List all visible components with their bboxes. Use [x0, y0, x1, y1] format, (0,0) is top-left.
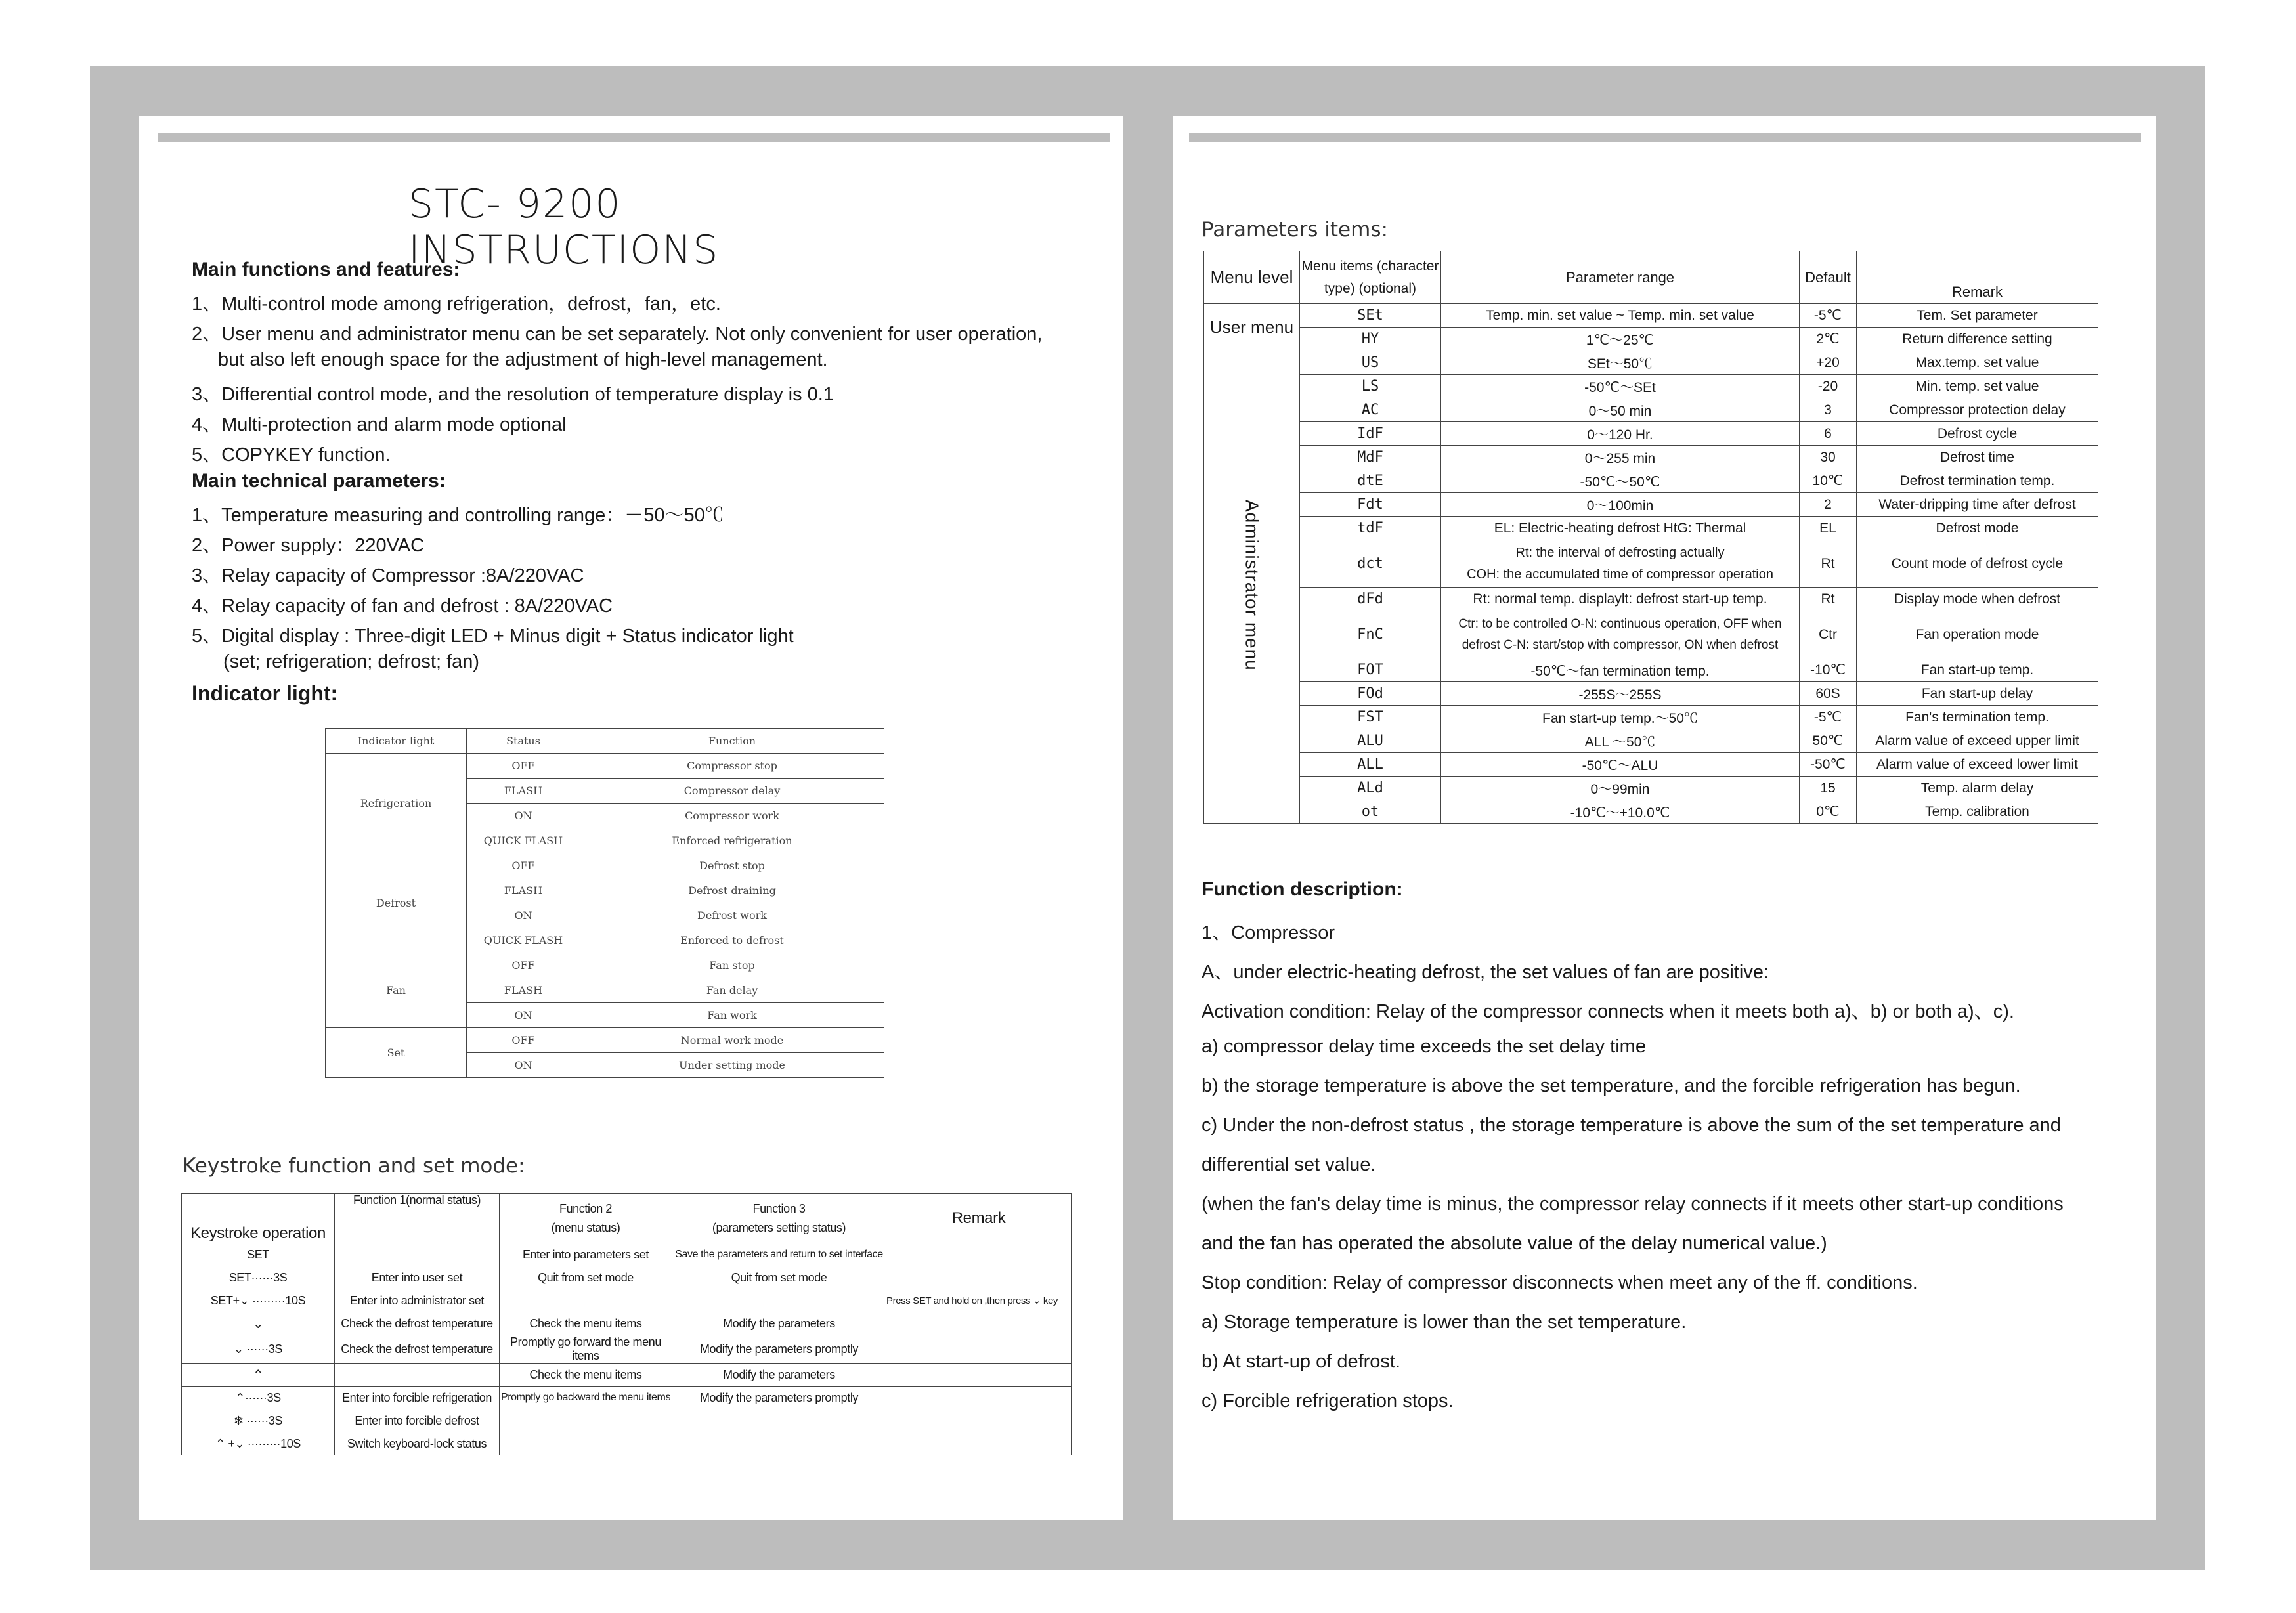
param-remark: Min. temp. set value — [1857, 375, 2098, 398]
column-header: Indicator light — [326, 729, 467, 754]
table-row — [1204, 588, 2098, 611]
param-code: US — [1300, 351, 1441, 375]
column-header: Parameter range — [1441, 251, 1800, 304]
func-line: a) compressor delay time exceeds the set delay time — [1202, 1036, 1646, 1057]
keystroke-op: SET — [182, 1243, 335, 1266]
param-default: -10℃ — [1800, 658, 1857, 682]
up-arrow-icon: ⌃ — [252, 1367, 264, 1383]
param-default: 60S — [1800, 682, 1857, 706]
table-row — [1204, 729, 2098, 753]
function-cell: Enforced to defrost — [580, 928, 884, 953]
param-remark: Defrost termination temp. — [1857, 469, 2098, 493]
indicator-group-fan: Fan — [326, 953, 467, 1028]
admin-menu-cell — [1204, 351, 1300, 824]
features-heading: Main functions and features: — [192, 259, 460, 280]
param-remark: Fan start-up temp. — [1857, 658, 2098, 682]
function3-cell — [672, 1432, 886, 1455]
function-cell: Under setting mode — [580, 1053, 884, 1078]
table-row — [182, 1409, 1072, 1432]
function2-cell: Enter into parameters set — [500, 1243, 672, 1266]
param-code: ALL — [1300, 753, 1441, 777]
param-range-line: defrost C-N: start/stop with compressor, ON when defrost — [1462, 637, 1779, 652]
function-cell: Fan work — [580, 1003, 884, 1028]
table-row — [1204, 777, 2098, 800]
table-row — [1204, 540, 2098, 588]
param-default: Rt — [1800, 588, 1857, 611]
func-line: b) At start-up of defrost. — [1202, 1351, 1401, 1372]
column-header-line: type) (optional) — [1324, 280, 1417, 296]
function1-cell: Check the defrost temperature — [335, 1335, 500, 1364]
table-row — [182, 1335, 1072, 1364]
indicator-heading: Indicator light: — [192, 681, 338, 705]
feature-item-4: 4、Multi-protection and alarm mode optional — [192, 414, 567, 435]
param-code: IdF — [1300, 422, 1441, 446]
status-cell: FLASH — [467, 779, 580, 804]
function2-cell: Check the menu items — [500, 1312, 672, 1335]
function1-cell: Enter into user set — [335, 1266, 500, 1289]
column-header-line: Function 3 — [752, 1201, 806, 1215]
table-row — [326, 754, 884, 779]
tech-item-4: 4、Relay capacity of fan and defrost : 8A/220VAC — [192, 595, 613, 616]
column-header: Keystroke operation — [182, 1194, 335, 1243]
table-row — [326, 853, 884, 878]
remark-cell — [886, 1387, 1072, 1409]
table-row — [1204, 422, 2098, 446]
param-range-line: COH: the accumulated time of compressor operation — [1467, 567, 1773, 582]
param-range: EL: Electric-heating defrost HtG: Thermal — [1441, 517, 1800, 540]
column-header: Function — [580, 729, 884, 754]
func-line: and the fan has operated the absolute value of the delay numerical value.) — [1202, 1233, 1827, 1254]
param-default: 6 — [1800, 422, 1857, 446]
param-code: ALd — [1300, 777, 1441, 800]
column-header — [1300, 251, 1441, 304]
table-row — [1204, 706, 2098, 729]
table-row — [182, 1243, 1072, 1266]
param-default: -5℃ — [1800, 706, 1857, 729]
function-cell: Fan stop — [580, 953, 884, 978]
param-default: EL — [1800, 517, 1857, 540]
param-range: Temp. min. set value ~ Temp. min. set value — [1441, 304, 1800, 328]
function3-cell — [672, 1409, 886, 1432]
table-row — [1204, 446, 2098, 469]
param-code: LS — [1300, 375, 1441, 398]
function1-cell: Switch keyboard-lock status — [335, 1432, 500, 1455]
column-header: Function 1(normal status) — [335, 1194, 500, 1243]
table-row — [326, 953, 884, 978]
param-range: ALL ～50℃ — [1441, 729, 1800, 753]
param-code: MdF — [1300, 446, 1441, 469]
param-range: 0～120 Hr. — [1441, 422, 1800, 446]
param-range: SEt～50℃ — [1441, 351, 1800, 375]
keystroke-op: ❄ ······3S — [182, 1409, 335, 1432]
keystroke-op: SET······3S — [182, 1266, 335, 1289]
status-cell: OFF — [467, 853, 580, 878]
param-remark: Defrost cycle — [1857, 422, 2098, 446]
param-range: -50℃～50℃ — [1441, 469, 1800, 493]
status-cell: OFF — [467, 754, 580, 779]
param-range: -255S～255S — [1441, 682, 1800, 706]
func-line: A、under electric-heating defrost, the set values of fan are positive: — [1202, 962, 1769, 983]
function2-cell: Promptly go backward the menu items — [500, 1387, 672, 1409]
column-header — [672, 1194, 886, 1243]
keystroke-op: ⌃······3S — [182, 1387, 335, 1409]
table-row — [1204, 375, 2098, 398]
table-row — [1204, 753, 2098, 777]
function2-cell: Promptly go forward the menu items — [500, 1335, 672, 1364]
function2-cell — [500, 1289, 672, 1312]
param-code: dct — [1300, 540, 1441, 588]
left-page — [139, 116, 1123, 1520]
param-default: 30 — [1800, 446, 1857, 469]
down-arrow-icon: ⌄ — [252, 1316, 264, 1331]
func-line: a) Storage temperature is lower than the set temperature. — [1202, 1312, 1687, 1333]
param-range: -50℃～SEt — [1441, 375, 1800, 398]
param-range: -50℃～fan termination temp. — [1441, 658, 1800, 682]
keystroke-op: ⌃ +⌄ ·········10S — [182, 1432, 335, 1455]
func-line: b) the storage temperature is above the set temperature, and the forcible refrigeration has begun. — [1202, 1075, 2021, 1096]
keystroke-op — [182, 1312, 335, 1335]
table-row — [1204, 469, 2098, 493]
param-default: Rt — [1800, 540, 1857, 588]
right-page — [1173, 116, 2156, 1520]
feature-item-2-cont: but also left enough space for the adjustment of high-level management. — [218, 349, 828, 370]
function-cell: Compressor work — [580, 804, 884, 828]
param-default: 0℃ — [1800, 800, 1857, 824]
param-remark: Alarm value of exceed upper limit — [1857, 729, 2098, 753]
tech-item-5: 5、Digital display : Three-digit LED + Minus digit + Status indicator light — [192, 626, 794, 647]
table-row — [1204, 328, 2098, 351]
function1-cell: Enter into administrator set — [335, 1289, 500, 1312]
feature-item-2: 2、User menu and administrator menu can be set separately. Not only convenient for user operation, — [192, 324, 1043, 345]
function3-cell: Save the parameters and return to set interface — [672, 1243, 886, 1266]
function2-cell: Quit from set mode — [500, 1266, 672, 1289]
param-code: HY — [1300, 328, 1441, 351]
table-row — [182, 1432, 1072, 1455]
tech-heading: Main technical parameters: — [192, 470, 446, 492]
keystroke-table — [181, 1193, 1072, 1455]
param-code: Fdt — [1300, 493, 1441, 517]
param-default: +20 — [1800, 351, 1857, 375]
remark-cell — [886, 1364, 1072, 1387]
table-header-row — [326, 729, 884, 754]
param-remark: Count mode of defrost cycle — [1857, 540, 2098, 588]
param-remark: Max.temp. set value — [1857, 351, 2098, 375]
column-header: Status — [467, 729, 580, 754]
column-header: Remark — [1857, 251, 2098, 304]
table-row — [1204, 517, 2098, 540]
param-remark: Temp. alarm delay — [1857, 777, 2098, 800]
function-cell: Defrost draining — [580, 878, 884, 903]
table-row — [1204, 682, 2098, 706]
table-row — [182, 1387, 1072, 1409]
column-header-line: Function 2 — [559, 1201, 613, 1215]
function-cell: Fan delay — [580, 978, 884, 1003]
table-row — [1204, 493, 2098, 517]
function-cell: Enforced refrigeration — [580, 828, 884, 853]
param-remark: Defrost time — [1857, 446, 2098, 469]
function1-cell: Enter into forcible defrost — [335, 1409, 500, 1432]
table-row — [182, 1289, 1072, 1312]
column-header-line: (parameters setting status) — [712, 1220, 846, 1234]
param-remark: Display mode when defrost — [1857, 588, 2098, 611]
function1-cell: Enter into forcible refrigeration — [335, 1387, 500, 1409]
param-remark: Compressor protection delay — [1857, 398, 2098, 422]
feature-item-5: 5、COPYKEY function. — [192, 444, 391, 465]
table-row — [1204, 658, 2098, 682]
function3-cell: Modify the parameters promptly — [672, 1387, 886, 1409]
table-header-row — [1204, 251, 2098, 304]
param-code: SEt — [1300, 304, 1441, 328]
status-cell: OFF — [467, 953, 580, 978]
column-header-line: Menu items (character — [1301, 258, 1439, 274]
function3-cell: Modify the parameters — [672, 1364, 886, 1387]
param-default: -50℃ — [1800, 753, 1857, 777]
func-line: 1、Compressor — [1202, 922, 1335, 943]
tech-item-3: 3、Relay capacity of Compressor :8A/220VAC — [192, 565, 584, 586]
param-default: 2℃ — [1800, 328, 1857, 351]
param-range: 0～100min — [1441, 493, 1800, 517]
right-page-header-bar — [1189, 133, 2141, 142]
param-range: -10℃～+10.0℃ — [1441, 800, 1800, 824]
function1-cell — [335, 1364, 500, 1387]
remark-cell — [886, 1266, 1072, 1289]
param-code: tdF — [1300, 517, 1441, 540]
function-description-heading: Function description: — [1202, 878, 1403, 900]
param-range: -50℃～ALU — [1441, 753, 1800, 777]
param-default: 10℃ — [1800, 469, 1857, 493]
param-remark: Alarm value of exceed lower limit — [1857, 753, 2098, 777]
func-line: c) Forcible refrigeration stops. — [1202, 1390, 1454, 1411]
table-header-row — [182, 1194, 1072, 1243]
keystroke-op: SET+⌄ ·········10S — [182, 1289, 335, 1312]
function2-cell — [500, 1409, 672, 1432]
document-title: STC- 9200 INSTRUCTIONS — [408, 181, 720, 273]
param-remark: Water-dripping time after defrost — [1857, 493, 2098, 517]
param-code: FnC — [1300, 611, 1441, 658]
column-header: Remark — [886, 1194, 1072, 1243]
param-remark: Fan's termination temp. — [1857, 706, 2098, 729]
param-range — [1441, 540, 1800, 588]
column-header-line: (menu status) — [551, 1220, 620, 1234]
param-code: ALU — [1300, 729, 1441, 753]
param-remark: Tem. Set parameter — [1857, 304, 2098, 328]
tech-item-5-cont: (set; refrigeration; defrost; fan) — [223, 651, 480, 672]
func-line: c) Under the non-defrost status , the storage temperature is above the sum of the set temperature and — [1202, 1115, 2061, 1136]
param-range — [1441, 611, 1800, 658]
remark-cell — [886, 1432, 1072, 1455]
param-default: -20 — [1800, 375, 1857, 398]
table-row — [1204, 304, 2098, 328]
remark-cell — [886, 1312, 1072, 1335]
param-code: FST — [1300, 706, 1441, 729]
param-range-line: Rt: the interval of defrosting actually — [1515, 545, 1725, 560]
function3-cell: Modify the parameters — [672, 1312, 886, 1335]
status-cell: FLASH — [467, 878, 580, 903]
function2-cell: Check the menu items — [500, 1364, 672, 1387]
status-cell: QUICK FLASH — [467, 928, 580, 953]
remark-cell — [886, 1409, 1072, 1432]
feature-item-1: 1、Multi-control mode among refrigeration，defrost，fan，etc. — [192, 293, 721, 314]
remark-cell: Press SET and hold on ,then press ⌄ key — [886, 1289, 1072, 1312]
left-page-header-bar — [158, 133, 1110, 142]
function1-cell — [335, 1243, 500, 1266]
param-code: dtE — [1300, 469, 1441, 493]
function3-cell — [672, 1289, 886, 1312]
param-range: 1℃～25℃ — [1441, 328, 1800, 351]
param-remark: Fan start-up delay — [1857, 682, 2098, 706]
indicator-group-refrigeration: Refrigeration — [326, 754, 467, 853]
param-code: dFd — [1300, 588, 1441, 611]
feature-item-3: 3、Differential control mode, and the resolution of temperature display is 0.1 — [192, 384, 834, 405]
table-row — [182, 1364, 1072, 1387]
params-heading: Parameters items: — [1202, 218, 1388, 242]
param-range: Fan start-up temp.～50℃ — [1441, 706, 1800, 729]
remark-cell — [886, 1335, 1072, 1364]
function3-cell: Quit from set mode — [672, 1266, 886, 1289]
function1-cell: Check the defrost temperature — [335, 1312, 500, 1335]
param-code: AC — [1300, 398, 1441, 422]
param-range: 0～99min — [1441, 777, 1800, 800]
indicator-group-defrost: Defrost — [326, 853, 467, 953]
param-range: Rt: normal temp. displaylt: defrost start-up temp. — [1441, 588, 1800, 611]
status-cell: QUICK FLASH — [467, 828, 580, 853]
table-row — [182, 1312, 1072, 1335]
status-cell: ON — [467, 1003, 580, 1028]
param-code: FOT — [1300, 658, 1441, 682]
function-cell: Defrost stop — [580, 853, 884, 878]
column-header: Menu level — [1204, 251, 1300, 304]
func-line: Stop condition: Relay of compressor disconnects when meet any of the ff. conditions. — [1202, 1272, 1918, 1293]
function-cell: Compressor stop — [580, 754, 884, 779]
function3-cell: Modify the parameters promptly — [672, 1335, 886, 1364]
param-remark: Return difference setting — [1857, 328, 2098, 351]
status-cell: ON — [467, 1053, 580, 1078]
table-row — [182, 1266, 1072, 1289]
function-cell: Compressor delay — [580, 779, 884, 804]
indicator-light-table — [325, 728, 884, 1078]
param-remark: Fan operation mode — [1857, 611, 2098, 658]
keystroke-op — [182, 1364, 335, 1387]
param-default: -5℃ — [1800, 304, 1857, 328]
param-range-line: Ctr: to be controlled O-N: continuous operation, OFF when — [1458, 616, 1782, 631]
function-cell: Normal work mode — [580, 1028, 884, 1053]
table-row — [1204, 351, 2098, 375]
param-remark: Defrost mode — [1857, 517, 2098, 540]
param-default: 15 — [1800, 777, 1857, 800]
tech-item-1: 1、Temperature measuring and controlling range：－50～50℃ — [192, 505, 724, 526]
status-cell: OFF — [467, 1028, 580, 1053]
param-range: 0～255 min — [1441, 446, 1800, 469]
param-range: 0～50 min — [1441, 398, 1800, 422]
status-cell: FLASH — [467, 978, 580, 1003]
function2-cell — [500, 1432, 672, 1455]
table-row — [1204, 398, 2098, 422]
user-menu-label: User menu — [1204, 304, 1300, 351]
function-cell: Defrost work — [580, 903, 884, 928]
table-row — [326, 1028, 884, 1053]
param-default: 50℃ — [1800, 729, 1857, 753]
param-default: 3 — [1800, 398, 1857, 422]
admin-menu-label: Administrator menu — [1242, 500, 1263, 671]
status-cell: ON — [467, 804, 580, 828]
param-code: ot — [1300, 800, 1441, 824]
func-line: (when the fan's delay time is minus, the compressor relay connects if it meets other start-up conditions — [1202, 1194, 2064, 1215]
column-header: Default — [1800, 251, 1857, 304]
param-default: 2 — [1800, 493, 1857, 517]
param-code: FOd — [1300, 682, 1441, 706]
tech-item-2: 2、Power supply：220VAC — [192, 535, 425, 556]
status-cell: ON — [467, 903, 580, 928]
keystroke-heading: Keystroke function and set mode: — [183, 1154, 525, 1178]
indicator-group-set: Set — [326, 1028, 467, 1078]
table-row — [1204, 611, 2098, 658]
table-row — [1204, 800, 2098, 824]
keystroke-op: ⌄ ······3S — [182, 1335, 335, 1364]
remark-cell — [886, 1243, 1072, 1266]
func-line: Activation condition: Relay of the compressor connects when it meets both a)、b) or both a)、c). — [1202, 1001, 2014, 1022]
column-header — [500, 1194, 672, 1243]
param-default: Ctr — [1800, 611, 1857, 658]
param-remark: Temp. calibration — [1857, 800, 2098, 824]
parameters-table — [1203, 251, 2098, 824]
func-line: differential set value. — [1202, 1154, 1376, 1175]
